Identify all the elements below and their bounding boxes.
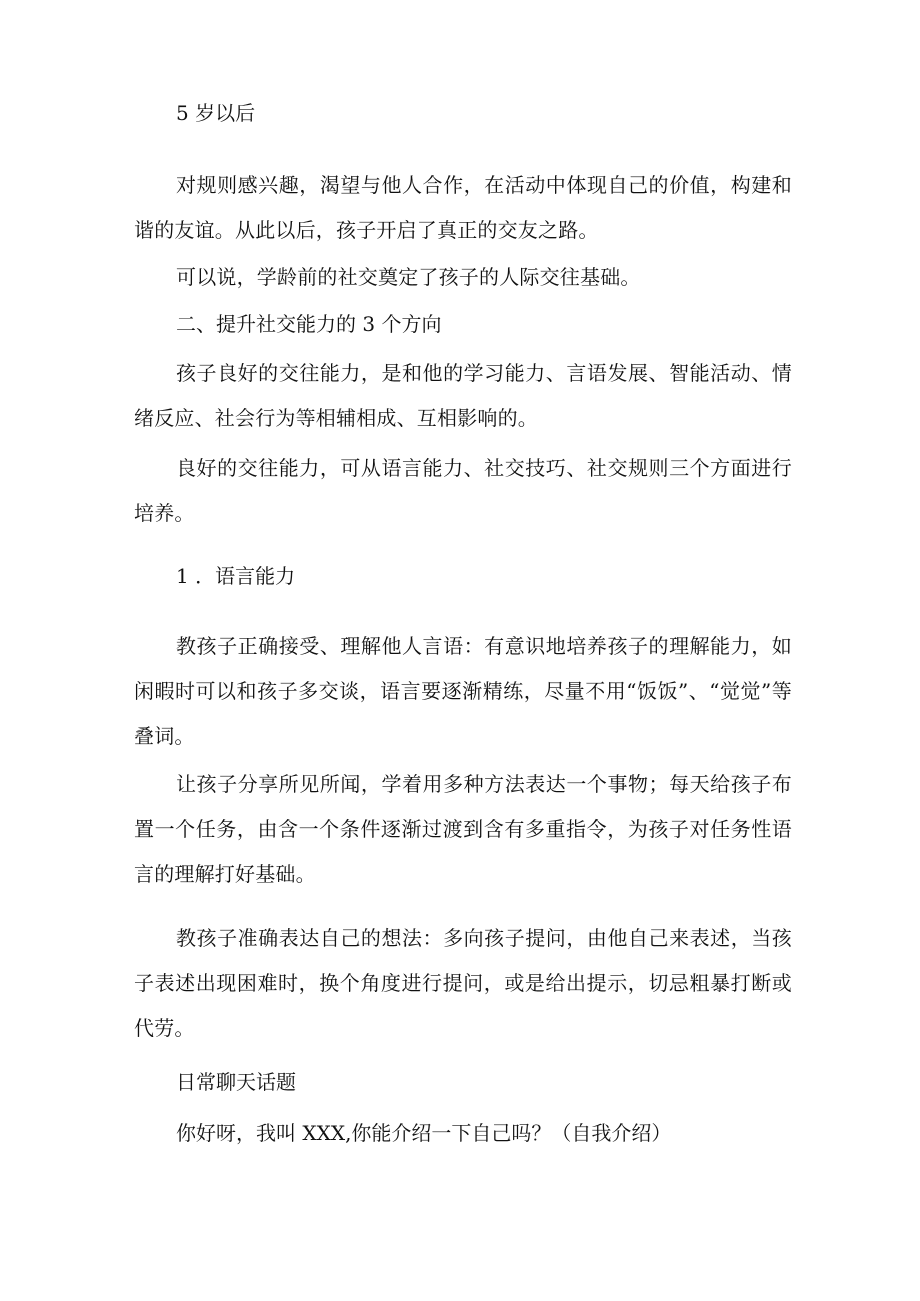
body-paragraph-understanding: 教孩子正确接受、理解他人言语：有意识地培养孩子的理解能力，如闲暇时可以和孩子多交谈，语言要逐渐精练，尽量不用“饭饭”、“觉觉”等叠词。 [134,634,792,748]
section-heading-age: 5 岁以后 [176,101,256,125]
body-paragraph-expression: 教孩子准确表达自己的想法：多向孩子提问，由他自己来表述，当孩子表述出现困难时，换个角度进行提问，或是给出提示，切忌粗暴打断或代劳。 [134,926,792,1040]
subsection-heading-language: 1 ．语言能力 [176,564,296,588]
body-line-self-intro: 你好呀，我叫 XXX,你能介绍一下自己吗？（自我介绍） [176,1121,672,1145]
body-paragraph-three-aspects: 良好的交往能力，可从语言能力、社交技巧、社交规则三个方面进行培养。 [134,456,792,525]
section-heading-chat-topics: 日常聊天话题 [176,1070,296,1094]
body-paragraph-abilities: 孩子良好的交往能力，是和他的学习能力、言语发展、智能活动、情绪反应、社会行为等相辅相成、互相影响的。 [134,361,792,430]
body-paragraph-sharing: 让孩子分享所见所闻，学着用多种方法表达一个事物；每天给孩子布置一个任务，由含一个条件逐渐过渡到含有多重指令，为孩子对任务性语言的理解打好基础。 [134,772,792,886]
body-paragraph-foundation: 可以说，学龄前的社交奠定了孩子的人际交往基础。 [176,265,641,289]
section-heading-directions: 二、提升社交能力的 3 个方向 [176,312,442,336]
body-paragraph-rules: 对规则感兴趣，渴望与他人合作，在活动中体现自己的价值，构建和谐的友谊。从此以后，孩子开启了真正的交友之路。 [134,173,792,242]
